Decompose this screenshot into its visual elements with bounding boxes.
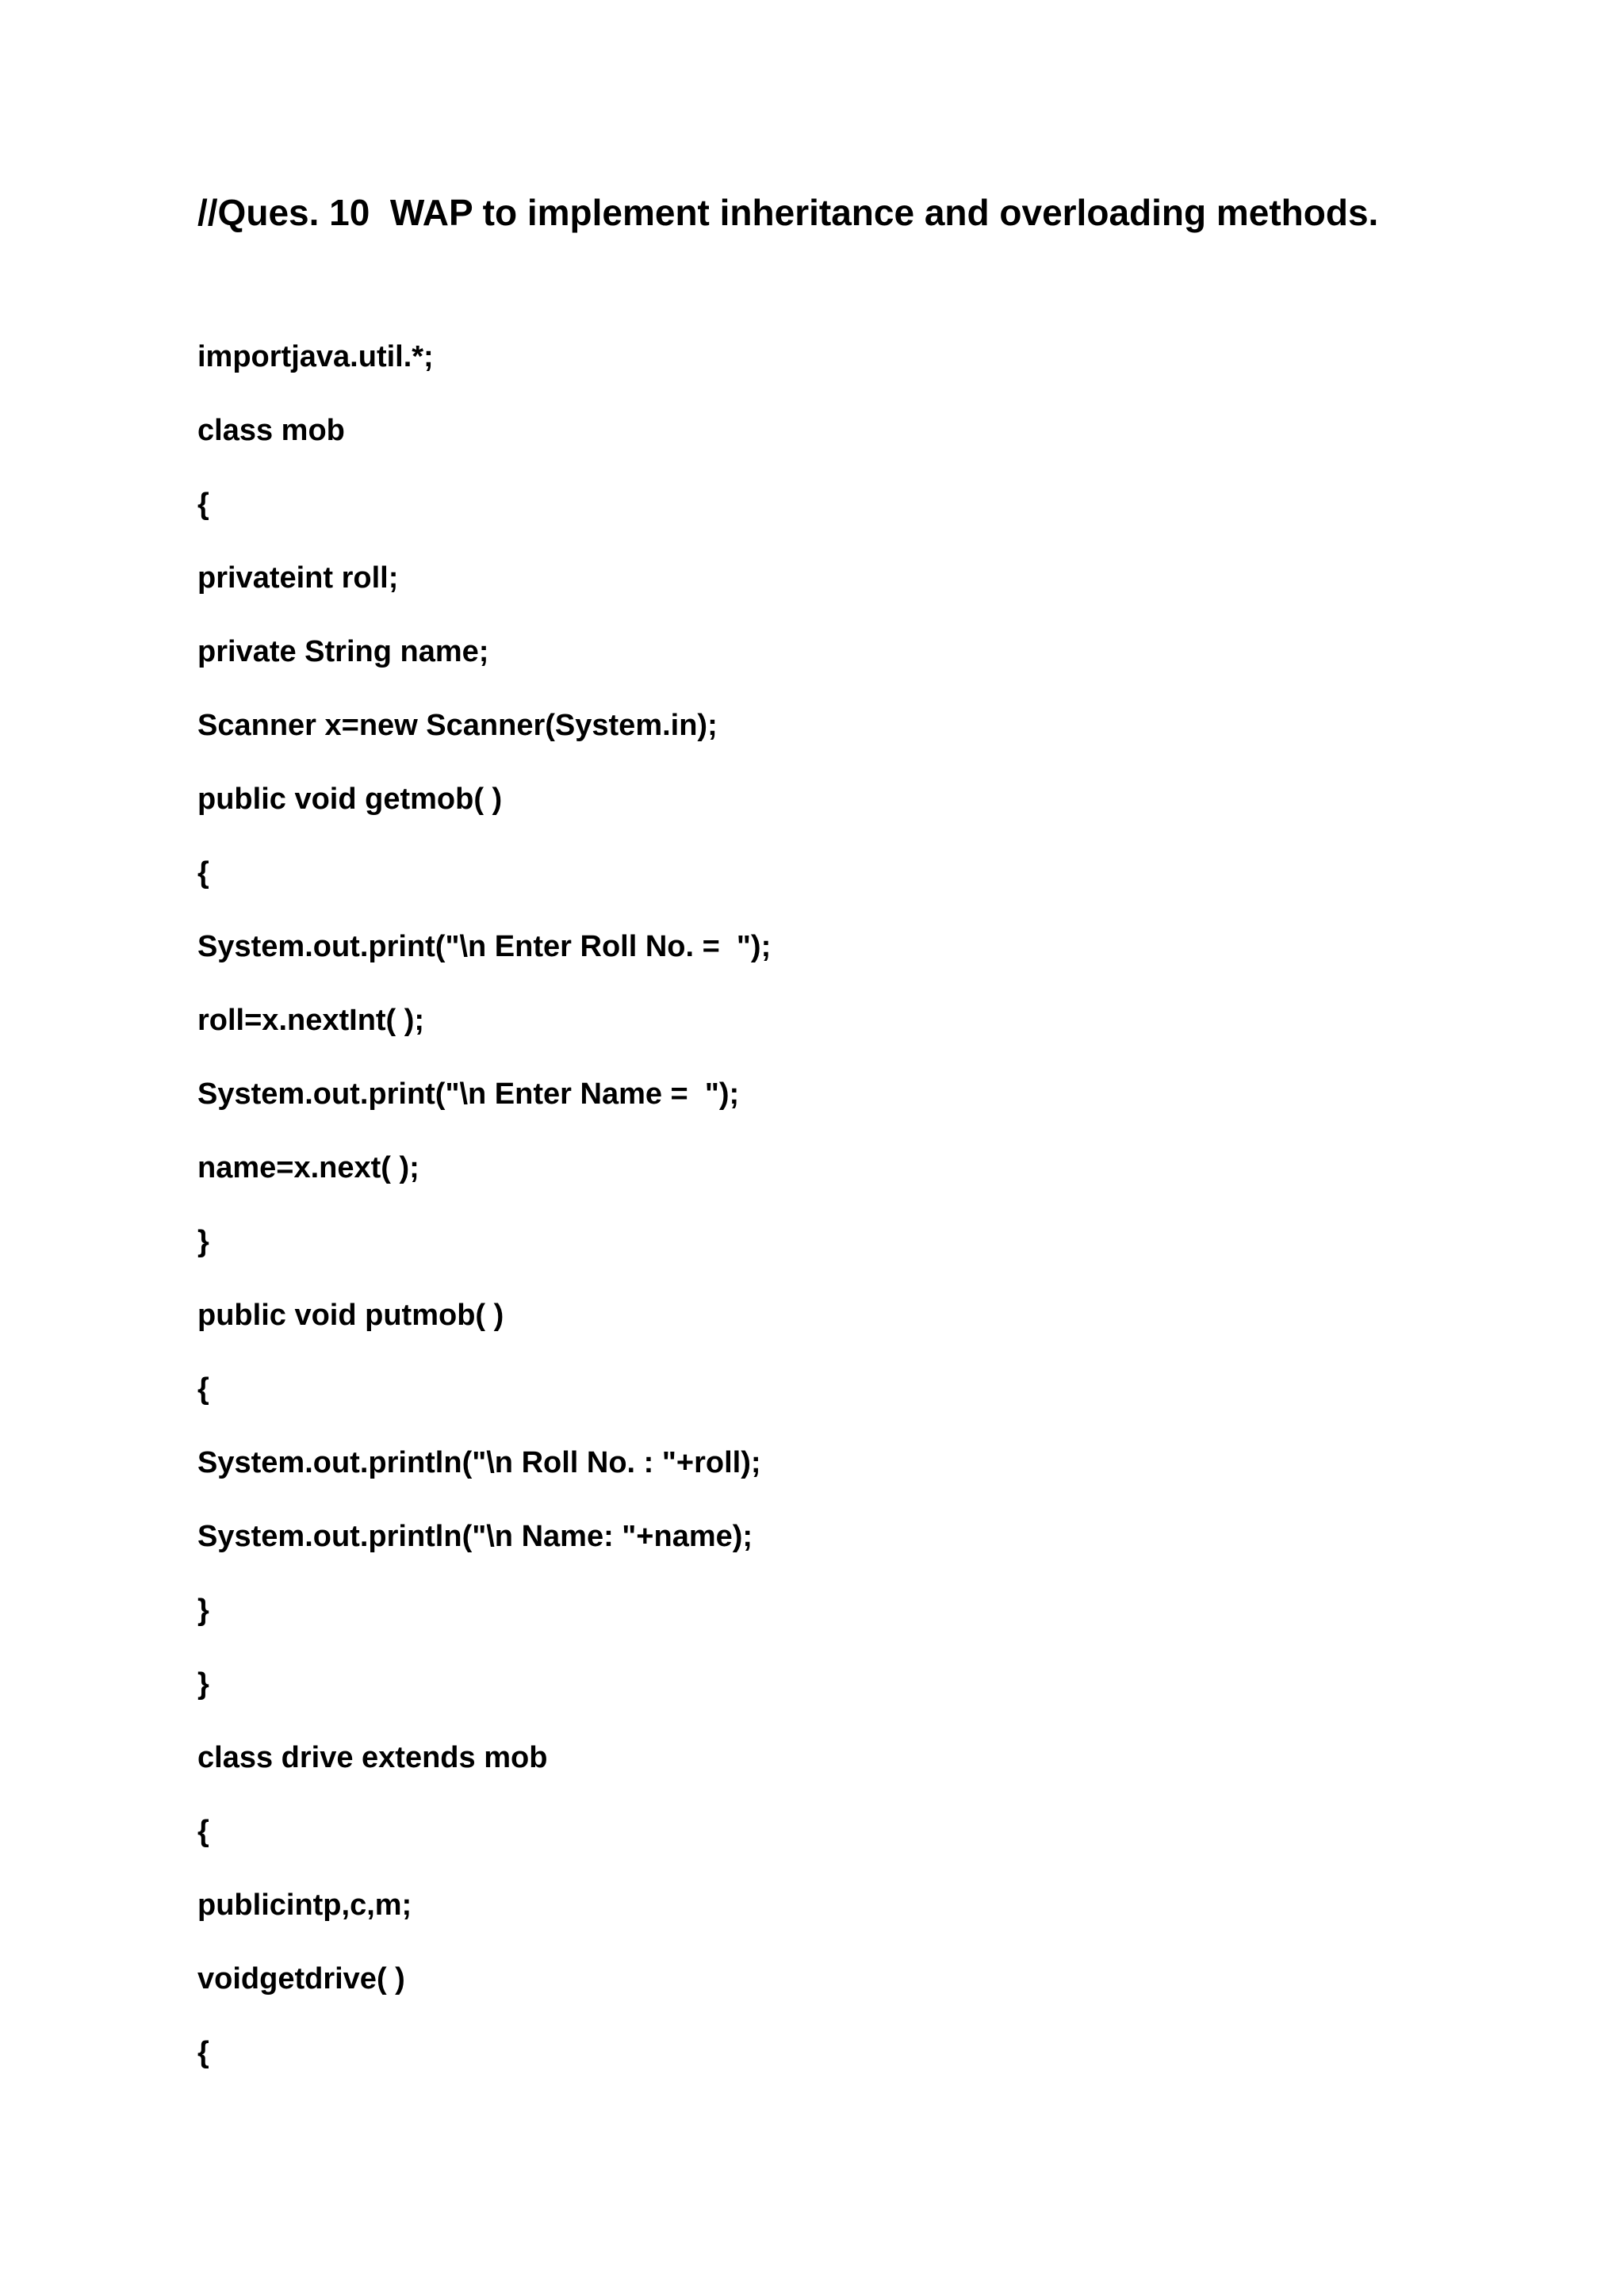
code-line: { bbox=[197, 1815, 209, 1848]
code-line: voidgetdrive( ) bbox=[197, 1962, 405, 1996]
code-line: System.out.print("\n Enter Name = "); bbox=[197, 1077, 740, 1111]
code-line: System.out.println("\n Roll No. : "+roll); bbox=[197, 1446, 761, 1479]
code-line: } bbox=[197, 1225, 209, 1258]
code-line: class mob bbox=[197, 414, 345, 447]
code-line: name=x.next( ); bbox=[197, 1151, 419, 1184]
code-line: { bbox=[197, 2036, 209, 2069]
code-listing bbox=[197, 339, 771, 2109]
code-line: { bbox=[197, 488, 209, 521]
code-line: } bbox=[197, 1594, 209, 1627]
code-line: private String name; bbox=[197, 635, 489, 668]
code-line: importjava.util.*; bbox=[197, 340, 434, 373]
code-line: roll=x.nextInt( ); bbox=[197, 1004, 425, 1037]
code-line: privateint roll; bbox=[197, 561, 399, 595]
code-line: Scanner x=new Scanner(System.in); bbox=[197, 709, 718, 742]
code-line: System.out.print("\n Enter Roll No. = "); bbox=[197, 930, 772, 963]
code-line: publicintp,c,m; bbox=[197, 1888, 412, 1922]
code-line: { bbox=[197, 1372, 209, 1406]
code-line: public void getmob( ) bbox=[197, 783, 503, 816]
question-heading: //Ques. 10 WAP to implement inheritance and overloading methods. bbox=[197, 192, 1379, 233]
code-line: System.out.println("\n Name: "+name); bbox=[197, 1520, 753, 1553]
code-line: class drive extends mob bbox=[197, 1741, 548, 1774]
code-line: public void putmob( ) bbox=[197, 1299, 504, 1332]
code-line: } bbox=[197, 1667, 209, 1701]
code-line: { bbox=[197, 856, 209, 890]
